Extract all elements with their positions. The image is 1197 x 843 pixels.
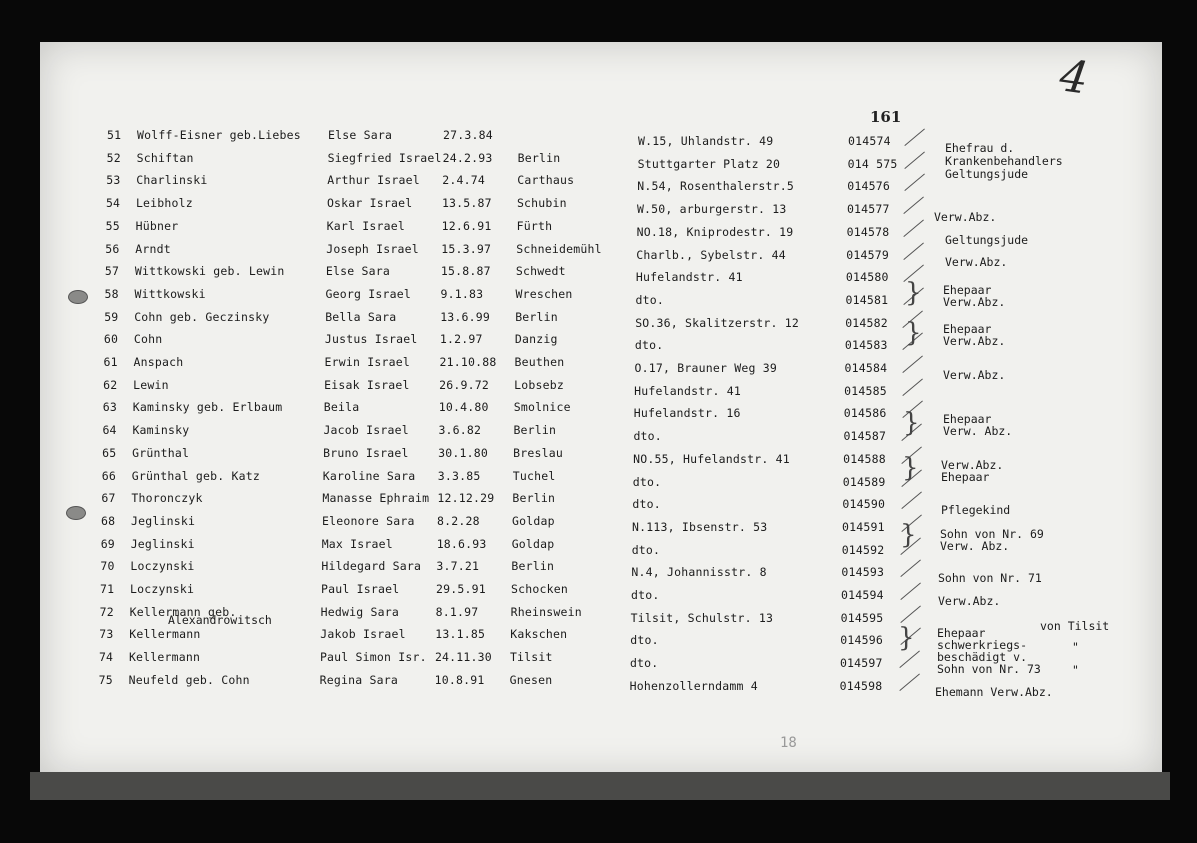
surname-cell: Loczynski [130,582,195,596]
brace-mark: } [905,278,922,308]
row-number: 56 [105,241,120,256]
id-number-cell: 014597 [839,656,883,671]
remark: Ehepaar [941,470,990,484]
surname-cell: Kellermann geb. [129,604,237,619]
firstname-cell: Georg Israel [325,286,412,301]
row-number: 55 [105,218,120,233]
row-number: 57 [104,264,120,279]
firstname-cell: Jakob Israel [320,627,406,642]
ditto-mark: " [1072,663,1079,677]
birthplace-cell: Berlin [512,491,556,506]
address-cell: Hohenzollerndamm 4 [629,678,758,693]
address-cell: NO.55, Hufelandstr. 41 [633,451,790,466]
remark: Ehepaar [943,322,992,336]
birthplace-cell: Beuthen [514,355,565,369]
birthplace-cell: Tuchel [512,468,556,483]
remark: Verw.Abz. [934,210,997,224]
row-number: 61 [103,355,118,369]
firstname-cell: Eleonore Sara [322,513,415,528]
row-number: 73 [99,627,114,642]
address-cell: dto. [630,633,659,648]
birthdate-cell: 15.3.97 [441,241,492,256]
birthplace-cell: Berlin [513,423,557,438]
id-number-cell: 014577 [846,202,890,217]
firstname-cell: Justus Israel [324,332,418,347]
id-number-cell: 014592 [841,542,885,557]
id-number-cell: 014587 [843,429,887,444]
address-cell: dto. [631,588,660,602]
birthdate-cell: 3.6.82 [438,423,482,438]
id-number-cell: 014578 [846,224,890,239]
firstname-cell: Hedwig Sara [320,604,400,619]
birthdate-cell: 15.8.87 [440,264,491,279]
birthdate-cell: 3.7.21 [436,559,480,574]
birthdate-cell: 8.2.28 [437,513,480,528]
remark: Geltungsjude [945,233,1029,247]
surname-cell: Leibholz [135,196,193,211]
id-number-cell: 014581 [845,292,889,307]
remark: schwerkriegs- [937,638,1028,652]
remark: Krankenbehandlers [945,154,1063,168]
birthplace-cell: Schocken [511,582,568,596]
surname-cell: Neufeld geb. Cohn [128,672,250,687]
page-number: 161 [870,108,902,126]
surname-cell: Kaminsky geb. Erlbaum [132,400,283,415]
surname-cell: Cohn [133,332,163,347]
firstname-cell: Erwin Israel [324,355,410,369]
birthdate-cell: 29.5.91 [436,582,486,596]
birthdate-cell: 1.2.97 [439,332,483,347]
row-number: 72 [99,604,114,619]
remark: Verw.Abz. [943,334,1006,348]
birthdate-cell: 10.8.91 [434,672,485,687]
row-number: 62 [103,377,118,392]
remark: Verw. Abz. [943,424,1013,438]
row-number: 53 [106,173,121,188]
address-cell: N.54, Rosenthalerstr.5 [637,179,795,194]
row-number: 58 [104,286,119,301]
row-number: 74 [98,650,114,665]
row-number: 67 [101,491,116,506]
brace-mark: } [903,408,920,438]
surname-cell: Kaminsky [132,423,190,438]
firstname-cell: Else Sara [328,128,393,142]
birthdate-cell: 18.6.93 [436,536,487,551]
surname-cell: Loczynski [130,559,195,574]
surname-cell: Wittkowski [134,286,206,301]
surname-cell: Jeglinski [131,513,196,528]
row-number: 51 [107,128,122,142]
id-number-cell: 014580 [845,270,889,285]
birthdate-cell: 27.3.84 [443,128,493,142]
birthplace-cell: Schwedt [515,264,566,279]
birthdate-cell: 21.10.88 [439,355,497,369]
id-number-cell: 014584 [844,361,888,375]
firstname-cell: Siegfried Israel [327,150,442,165]
address-cell: dto. [632,474,662,489]
row-number: 52 [106,150,121,165]
birthplace-cell: Kakschen [510,627,568,642]
birthdate-cell: 26.9.72 [439,377,490,392]
address-cell: dto. [635,292,665,307]
firstname-cell: Karl Israel [326,218,405,233]
remark: Geltungsjude [945,167,1029,181]
firstname-cell: Karoline Sara [322,468,416,483]
address-cell: O.17, Brauner Weg 39 [634,361,777,375]
surname-cell: Wolff-Eisner geb.Liebes [137,128,301,142]
id-number-cell: 014574 [848,134,891,148]
firstname-cell: Paul Israel [321,582,400,596]
faint-mark: 18 [780,735,797,751]
row-number: 54 [105,196,121,211]
firstname-cell: Eisak Israel [324,377,410,392]
firstname-cell: Manasse Ephraim [322,491,430,506]
surname-cell: Arndt [135,241,171,256]
id-number-cell: 014595 [840,610,884,625]
birthdate-cell: 2.4.74 [442,173,486,188]
birthdate-cell: 10.4.80 [438,400,489,415]
birthplace-cell: Berlin [515,309,558,324]
id-number-cell: 014590 [842,497,886,512]
remark: Sohn von Nr. 73 [937,662,1041,676]
remark: Ehepaar [937,626,986,640]
birthplace-cell: Goldap [512,513,555,528]
surname-cell: Anspach [133,355,184,369]
address-cell: W.50, arburgerstr. 13 [636,202,787,217]
birthplace-cell: Fürth [516,218,553,233]
surname-cell: Lewin [133,377,169,392]
remark: Ehepaar [943,283,992,297]
remark: Sohn von Nr. 69 [940,527,1044,541]
id-number-cell: 014585 [844,383,887,398]
birthplace-cell: Breslau [513,445,563,460]
row-number: 71 [100,582,115,596]
firstname-cell: Bruno Israel [323,445,409,460]
id-number-cell: 014586 [843,406,887,421]
id-number-cell: 014594 [841,588,884,602]
surname-cell: Wittkowski geb. Lewin [134,264,285,279]
punch-hole [68,290,88,304]
remark: Verw.Abz. [943,368,1006,382]
brace-mark: } [898,623,915,653]
name-continuation: Alexandrowitsch [168,613,272,627]
birthplace-cell: Wreschen [515,286,573,301]
surname-cell: Grünthal geb. Katz [131,468,260,483]
id-number-cell: 014598 [839,678,883,693]
remark: beschädigt v. [937,650,1028,664]
surname-cell: Schiftan [136,150,194,165]
address-cell: N.4, Johannisstr. 8 [631,565,767,580]
remark: Verw.Abz. [943,295,1006,309]
id-number-cell: 014 575 [847,156,898,171]
row-number: 69 [100,536,115,551]
birthdate-cell: 13.6.99 [440,309,491,324]
id-number-cell: 014576 [847,179,891,194]
address-cell: Charlb., Sybelstr. 44 [636,247,786,262]
brace-mark: } [902,453,919,483]
birthplace-cell: Goldap [511,536,555,551]
address-cell: dto. [634,338,664,353]
birthplace-cell: Rheinswein [510,604,582,619]
birthplace-cell: Danzig [514,332,558,347]
surname-cell: Jeglinski [130,536,195,551]
remark: Ehepaar [943,412,992,426]
remark: Verw.Abz. [938,594,1001,608]
firstname-cell: Hildegard Sara [321,559,422,574]
firstname-cell: Max Israel [321,536,393,551]
id-number-cell: 014583 [844,338,888,353]
id-number-cell: 014589 [842,474,886,489]
punch-hole [66,506,86,520]
row-number: 70 [100,559,115,574]
remark: von Tilsit [1040,619,1110,633]
address-cell: Stuttgarter Platz 20 [637,156,781,171]
id-number-cell: 014582 [845,315,888,330]
birthplace-cell: Berlin [511,559,555,574]
row-number: 63 [102,400,118,415]
birthplace-cell: Carthaus [517,173,575,188]
birthplace-cell: Schneidemühl [516,241,602,256]
firstname-cell: Else Sara [325,264,391,279]
birthdate-cell: 9.1.83 [440,286,484,301]
brace-mark: } [905,318,922,348]
remark: Sohn von Nr. 71 [938,571,1042,585]
birthdate-cell: 13.1.85 [435,627,486,642]
address-cell: Hufelandstr. 16 [633,406,741,421]
surname-cell: Kellermann [128,650,201,665]
birthplace-cell: Smolnice [513,400,571,415]
firstname-cell: Bella Sara [325,309,397,324]
address-cell: W.15, Uhlandstr. 49 [638,134,774,148]
remark: Pflegekind [941,503,1011,517]
id-number-cell: 014588 [843,451,886,466]
surname-cell: Kellermann [129,627,201,642]
birthdate-cell: 13.5.87 [441,196,492,211]
row-number: 65 [102,445,117,460]
firstname-cell: Regina Sara [319,672,398,687]
firstname-cell: Oskar Israel [326,196,413,211]
birthdate-cell: 30.1.80 [438,445,488,460]
row-number: 60 [103,332,119,347]
birthplace-cell: Gnesen [509,672,553,687]
address-cell: N.113, Ibsenstr. 53 [632,519,768,534]
birthplace-cell: Schubin [516,196,567,211]
address-cell: dto. [632,497,661,512]
remark: Ehefrau d. [945,141,1015,155]
remark: Verw.Abz. [945,255,1008,269]
surname-cell: Thoronczyk [131,491,203,506]
firstname-cell: Arthur Israel [327,173,420,188]
id-number-cell: 014579 [846,247,889,262]
row-number: 66 [101,468,116,483]
surname-cell: Cohn geb. Geczinsky [134,309,270,324]
remark: Verw. Abz. [940,539,1010,553]
birthdate-cell: 24.11.30 [434,650,492,665]
ditto-mark: " [1072,640,1079,654]
address-cell: NO.18, Kniprodestr. 19 [636,224,794,239]
address-cell: dto. [633,429,662,444]
birthplace-cell: Lobsebz [514,377,565,392]
birthdate-cell: 8.1.97 [435,604,479,619]
brace-mark: } [900,520,917,550]
address-cell: dto. [629,656,659,671]
row-number: 68 [101,513,116,528]
id-number-cell: 014596 [840,633,884,648]
birthdate-cell: 12.12.29 [437,491,495,506]
address-cell: Tilsit, Schulstr. 13 [630,610,774,625]
surname-cell: Grünthal [132,445,190,460]
film-edge [30,772,1170,800]
id-number-cell: 014593 [841,565,885,580]
surname-cell: Hübner [135,218,179,233]
address-cell: Hufelandstr. 41 [635,270,743,285]
row-number: 64 [102,423,117,438]
remark: Verw.Abz. [941,458,1004,472]
address-cell: Hufelandstr. 41 [634,383,741,398]
row-number: 59 [104,309,119,324]
firstname-cell: Beila [323,400,360,415]
birthdate-cell: 24.2.93 [442,150,493,165]
corner-page-number: 4 [1056,50,1092,105]
surname-cell: Charlinski [136,173,208,188]
row-number: 75 [98,672,113,687]
firstname-cell: Joseph Israel [326,241,419,256]
firstname-cell: Paul Simon Isr. [319,650,427,665]
address-cell: dto. [631,542,661,557]
id-number-cell: 014591 [842,519,885,534]
birthplace-cell: Tilsit [509,650,553,665]
birthdate-cell: 3.3.85 [437,468,481,483]
birthplace-cell: Berlin [517,150,561,165]
remark: Ehemann Verw.Abz. [935,685,1053,699]
birthdate-cell: 12.6.91 [441,218,492,233]
address-cell: SO.36, Skalitzerstr. 12 [635,315,800,330]
firstname-cell: Jacob Israel [323,423,409,438]
